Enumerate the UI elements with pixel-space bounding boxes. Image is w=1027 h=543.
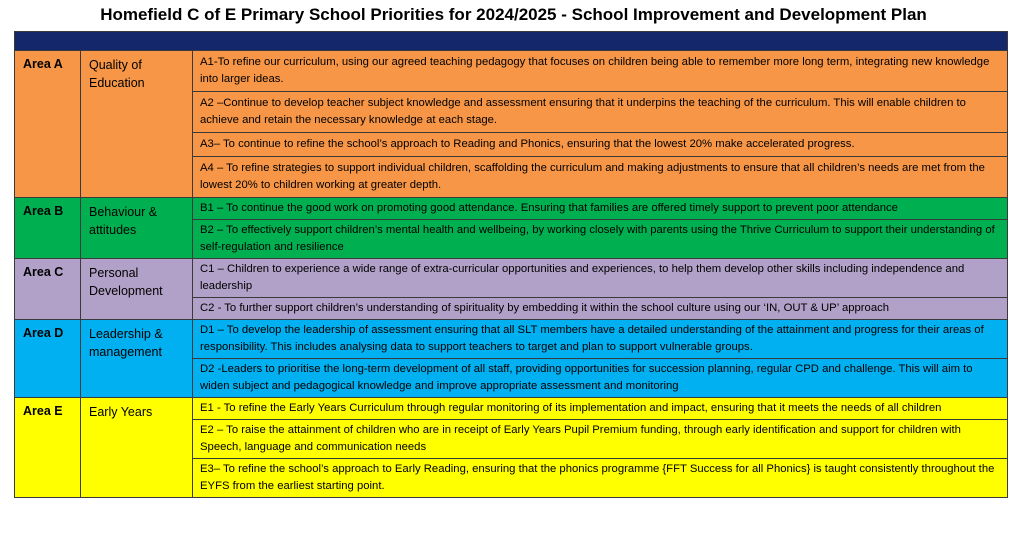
- area-d-row: [15, 320, 1008, 359]
- priorities-table: [14, 31, 1008, 498]
- priority-item: A1-To refine our curriculum, using our agreed teaching pedagogy that focuses on children being able to remember more long term, integrating new knowledge into larger ideas.: [193, 51, 1008, 92]
- area-e-row: [15, 398, 1008, 420]
- area-code: Area B: [15, 198, 81, 259]
- priority-item: E1 - To refine the Early Years Curriculum through regular monitoring of its implementation and impact, ensuring that it meets the needs of all children: [193, 398, 1008, 420]
- page-title: Homefield C of E Primary School Priorities for 2024/2025 - School Improvement and Development Plan: [100, 5, 927, 24]
- area-name: Personal Development: [81, 259, 193, 320]
- area-name: Behaviour & attitudes: [81, 198, 193, 259]
- priority-item: D1 – To develop the leadership of assessment ensuring that all SLT members have a detailed understanding of the attainment and progress for their areas of responsibility. This includes analysing data to support teachers to target and plan to support vulnerable groups.: [193, 320, 1008, 359]
- priority-item: B2 – To effectively support children’s mental health and wellbeing, by working closely with parents using the Thrive Curriculum to support their understanding of self-regulation and resilience: [193, 220, 1008, 259]
- priority-item: B1 – To continue the good work on promoting good attendance. Ensuring that families are offered timely support to prevent poor attendance: [193, 198, 1008, 220]
- priority-item: E3– To refine the school’s approach to Early Reading, ensuring that the phonics programme {FFT Success for all Phonics} is taught consistently throughout the EYFS from the earliest starting point.: [193, 459, 1008, 498]
- area-code: Area E: [15, 398, 81, 498]
- table-header-bar: [15, 32, 1008, 51]
- header-bar-cell: [15, 32, 1008, 51]
- priority-item: A3– To continue to refine the school’s approach to Reading and Phonics, ensuring that the lowest 20% make accelerated progress.: [193, 133, 1008, 157]
- priority-item: C1 – Children to experience a wide range of extra-curricular opportunities and experiences, to help them develop other skills including independence and leadership: [193, 259, 1008, 298]
- area-code: Area A: [15, 51, 81, 198]
- priority-item: A2 –Continue to develop teacher subject knowledge and assessment ensuring that it underpins the teaching of the curriculum. This will enable children to achieve and retain the necessary knowledge at each stage.: [193, 92, 1008, 133]
- area-code: Area D: [15, 320, 81, 398]
- priority-item: D2 -Leaders to prioritise the long-term development of all staff, providing opportunities for succession planning, regular CPD and challenge. This will aim to widen subject and pedagogical knowledge and improve appropriate assessment and monitoring: [193, 359, 1008, 398]
- area-name: Quality of Education: [81, 51, 193, 198]
- priority-item: C2 - To further support children’s understanding of spirituality by embedding it within the school culture using our ‘IN, OUT & UP’ approach: [193, 298, 1008, 320]
- area-name: Early Years: [81, 398, 193, 498]
- area-b-row: [15, 198, 1008, 220]
- area-code: Area C: [15, 259, 81, 320]
- area-a-row: [15, 51, 1008, 92]
- priority-item: A4 – To refine strategies to support individual children, scaffolding the curriculum and making adjustments to ensure that all children’s needs are met from the lowest 20% to children working at greater depth.: [193, 157, 1008, 198]
- priority-item: E2 – To raise the attainment of children who are in receipt of Early Years Pupil Premium funding, through early identification and support for children with Speech, language and communication needs: [193, 420, 1008, 459]
- area-name: Leadership & management: [81, 320, 193, 398]
- area-c-row: [15, 259, 1008, 298]
